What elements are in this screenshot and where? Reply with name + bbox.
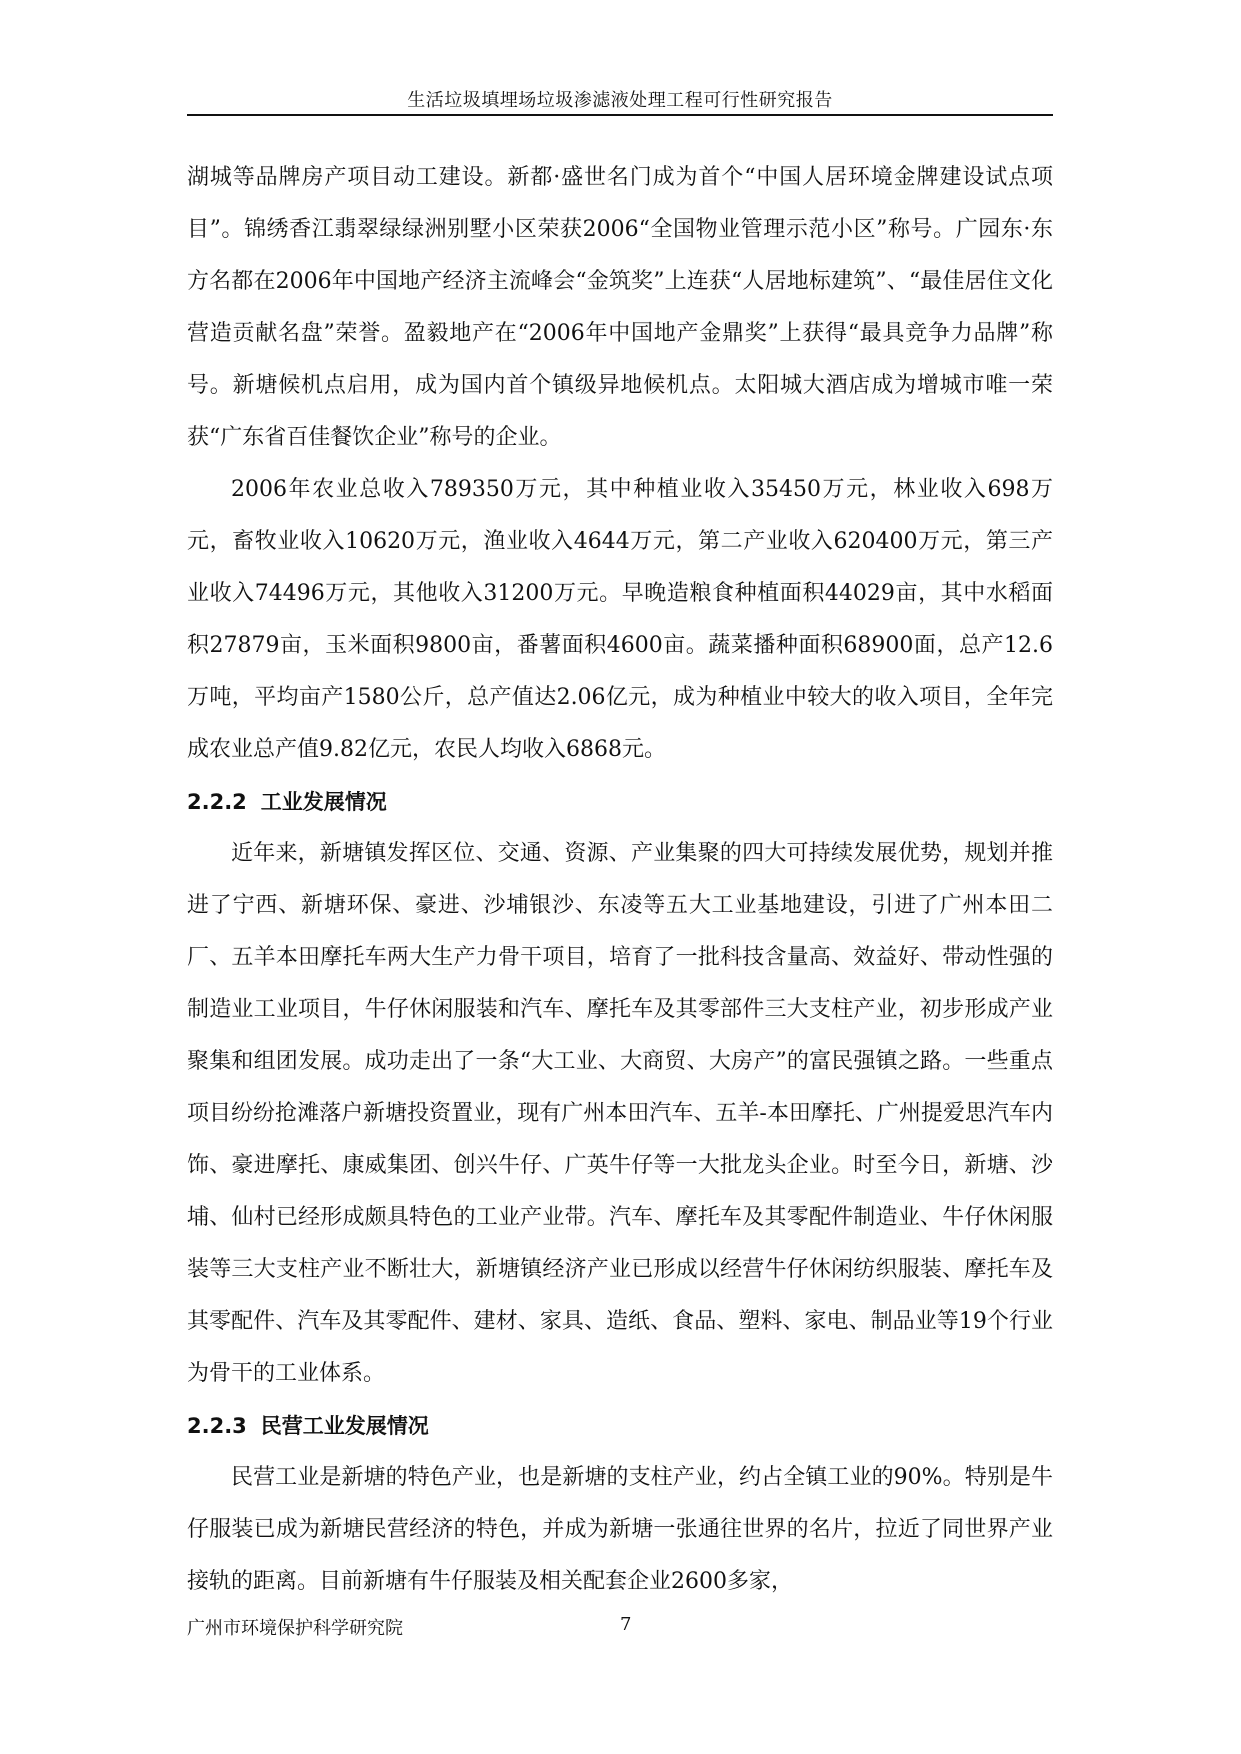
header-divider [187, 114, 1053, 116]
paragraph-private-industry: 民营工业是新塘的特色产业，也是新塘的支柱产业，约占全镇工业的90%。特别是牛仔服装已成为新塘民营经济的特色，并成为新塘一张通往世界的名片，拉近了同世界产业接轨的距离。目前新塘有牛仔服装及相关配套企业2600多家， [187, 1465, 1053, 1594]
page-header [187, 86, 1053, 116]
paragraph-real-estate: 湖城等品牌房产项目动工建设。新都·盛世名门成为首个“中国人居环境金牌建设试点项目”。锦绣香江翡翠绿绿洲别墅小区荣获2006“全国物业管理示范小区”称号。广园东·东方名都在2006年中国地产经济主流峰会“金筑奖”上连获“人居地标建筑”、“最佳居住文化营造贡献名盘”荣誉。盈毅地产在“2006年中国地产金鼎奖”上获得“最具竞争力品牌”称号。新塘候机点启用，成为国内首个镇级异地候机点。太阳城大酒店成为增城市唯一荣获“广东省百佳餐饮企业”称号的企业。 [187, 165, 1053, 450]
document-body [187, 152, 1053, 1608]
section-heading-private-industry [187, 1400, 1053, 1452]
section-heading-industry [187, 776, 1053, 828]
document-title: 生活垃圾填埋场垃圾渗滤液处理工程可行性研究报告 [407, 90, 833, 111]
paragraph-industry: 近年来，新塘镇发挥区位、交通、资源、产业集聚的四大可持续发展优势，规划并推进了宁西、新塘环保、豪进、沙埔银沙、东凌等五大工业基地建设，引进了广州本田二厂、五羊本田摩托车两大生产力骨干项目，培育了一批科技含量高、效益好、带动性强的制造业工业项目，牛仔休闲服装和汽车、摩托车及其零部件三大支柱产业，初步形成产业聚集和组团发展。成功走出了一条“大工业、大商贸、大房产”的富民强镇之路。一些重点项目纷纷抢滩落户新塘投资置业，现有广州本田汽车、五羊-本田摩托、广州提爱思汽车内饰、豪进摩托、康威集团、创兴牛仔、广英牛仔等一大批龙头企业。时至今日，新塘、沙埔、仙村已经形成颇具特色的工业产业带。汽车、摩托车及其零配件制造业、牛仔休闲服装等三大支柱产业不断壮大，新塘镇经济产业已形成以经营牛仔休闲纺织服装、摩托车及其零配件、汽车及其零配件、建材、家具、造纸、食品、塑料、家电、制品业等19个行业为骨干的工业体系。 [187, 841, 1053, 1386]
section-number: 2.2.2 [187, 790, 247, 814]
page-number: 7 [620, 1614, 632, 1635]
section-number: 2.2.3 [187, 1414, 247, 1438]
footer-organization: 广州市环境保护科学研究院 [187, 1618, 403, 1639]
section-title: 民营工业发展情况 [260, 1414, 429, 1438]
section-title: 工业发展情况 [260, 790, 387, 814]
paragraph-agriculture: 2006年农业总收入789350万元，其中种植业收入35450万元，林业收入698万元，畜牧业收入10620万元，渔业收入4644万元，第二产业收入620400万元，第三产业收入74496万元，其他收入31200万元。早晚造粮食种植面积44029亩，其中水稻面积27879亩，玉米面积9800亩，番薯面积4600亩。蔬菜播种面积68900面，总产12.6万吨，平均亩产1580公斤，总产值达2.06亿元，成为种植业中较大的收入项目，全年完成农业总产值9.82亿元，农民人均收入6868元。 [187, 477, 1053, 762]
page-footer [187, 1614, 1053, 1642]
